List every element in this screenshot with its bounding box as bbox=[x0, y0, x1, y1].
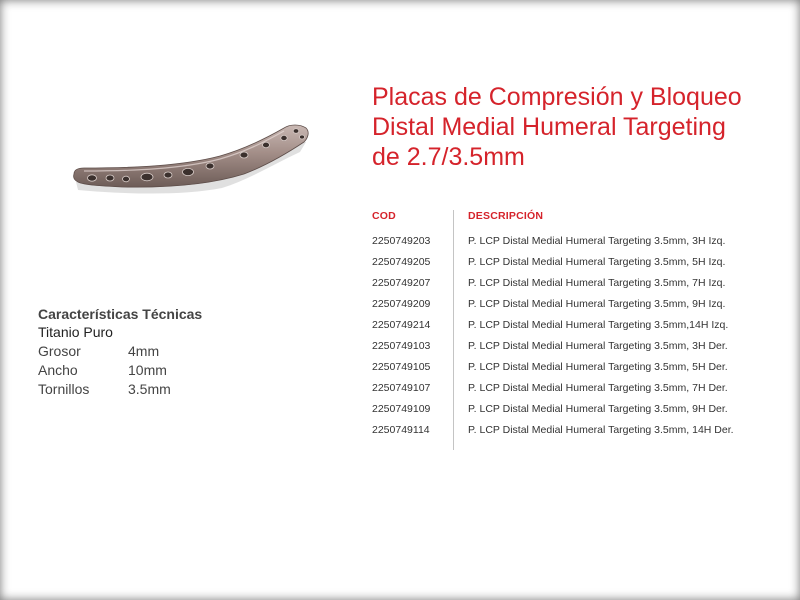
table-row bbox=[372, 377, 792, 398]
cell-description: P. LCP Distal Medial Humeral Targeting 3.5mm, 3H Izq. bbox=[468, 234, 726, 247]
spec-value: 4mm bbox=[128, 343, 160, 359]
header-cod: COD bbox=[372, 210, 396, 222]
table-row bbox=[372, 356, 792, 377]
table-row bbox=[372, 293, 792, 314]
cell-cod: 2250749114 bbox=[372, 423, 430, 436]
cell-description: P. LCP Distal Medial Humeral Targeting 3.5mm, 9H Izq. bbox=[468, 297, 726, 310]
cell-description: P. LCP Distal Medial Humeral Targeting 3.5mm, 9H Der. bbox=[468, 402, 728, 415]
cell-description: P. LCP Distal Medial Humeral Targeting 3.5mm, 5H Izq. bbox=[468, 255, 726, 268]
cell-cod: 2250749107 bbox=[372, 381, 431, 394]
table-row bbox=[372, 398, 792, 419]
title-line-2: Distal Medial Humeral Targeting bbox=[372, 113, 726, 141]
cell-cod: 2250749207 bbox=[372, 276, 431, 289]
table-row bbox=[372, 314, 792, 335]
technical-specs bbox=[38, 305, 278, 399]
cell-description: P. LCP Distal Medial Humeral Targeting 3.5mm,14H Izq. bbox=[468, 318, 729, 331]
bone-plate-image bbox=[62, 118, 312, 198]
spec-label: Grosor bbox=[38, 343, 81, 359]
cell-cod: 2250749205 bbox=[372, 255, 431, 268]
column-divider bbox=[453, 210, 454, 450]
table-row bbox=[372, 335, 792, 356]
page-title bbox=[372, 82, 782, 172]
cell-cod: 2250749109 bbox=[372, 402, 431, 415]
spec-label: Tornillos bbox=[38, 381, 90, 397]
table-row bbox=[372, 419, 792, 440]
cell-description: P. LCP Distal Medial Humeral Targeting 3.5mm, 7H Izq. bbox=[468, 276, 726, 289]
cell-cod: 2250749103 bbox=[372, 339, 431, 352]
header-description: DESCRIPCIÓN bbox=[468, 210, 544, 222]
product-table bbox=[372, 206, 792, 440]
spec-value: 10mm bbox=[128, 362, 167, 378]
cell-cod: 2250749214 bbox=[372, 318, 431, 331]
cell-cod: 2250749105 bbox=[372, 360, 431, 373]
spec-value: 3.5mm bbox=[128, 381, 171, 397]
cell-cod: 2250749203 bbox=[372, 234, 431, 247]
table-row bbox=[372, 230, 792, 251]
spec-row-ancho bbox=[38, 361, 278, 380]
spec-row-tornillos bbox=[38, 380, 278, 399]
spec-row-grosor bbox=[38, 342, 278, 361]
table-row bbox=[372, 272, 792, 293]
spec-label: Ancho bbox=[38, 362, 78, 378]
cell-description: P. LCP Distal Medial Humeral Targeting 3.5mm, 3H Der. bbox=[468, 339, 728, 352]
table-body bbox=[372, 226, 792, 440]
cell-description: P. LCP Distal Medial Humeral Targeting 3.5mm, 14H Der. bbox=[468, 423, 734, 436]
cell-description: P. LCP Distal Medial Humeral Targeting 3.5mm, 7H Der. bbox=[468, 381, 728, 394]
specs-material: Titanio Puro bbox=[38, 324, 113, 340]
table-row bbox=[372, 251, 792, 272]
specs-heading: Características Técnicas bbox=[38, 306, 203, 322]
table-header bbox=[372, 206, 792, 226]
title-line-3: de 2.7/3.5mm bbox=[372, 143, 525, 171]
title-line-1: Placas de Compresión y Bloqueo bbox=[372, 83, 742, 111]
cell-cod: 2250749209 bbox=[372, 297, 431, 310]
cell-description: P. LCP Distal Medial Humeral Targeting 3.5mm, 5H Der. bbox=[468, 360, 728, 373]
